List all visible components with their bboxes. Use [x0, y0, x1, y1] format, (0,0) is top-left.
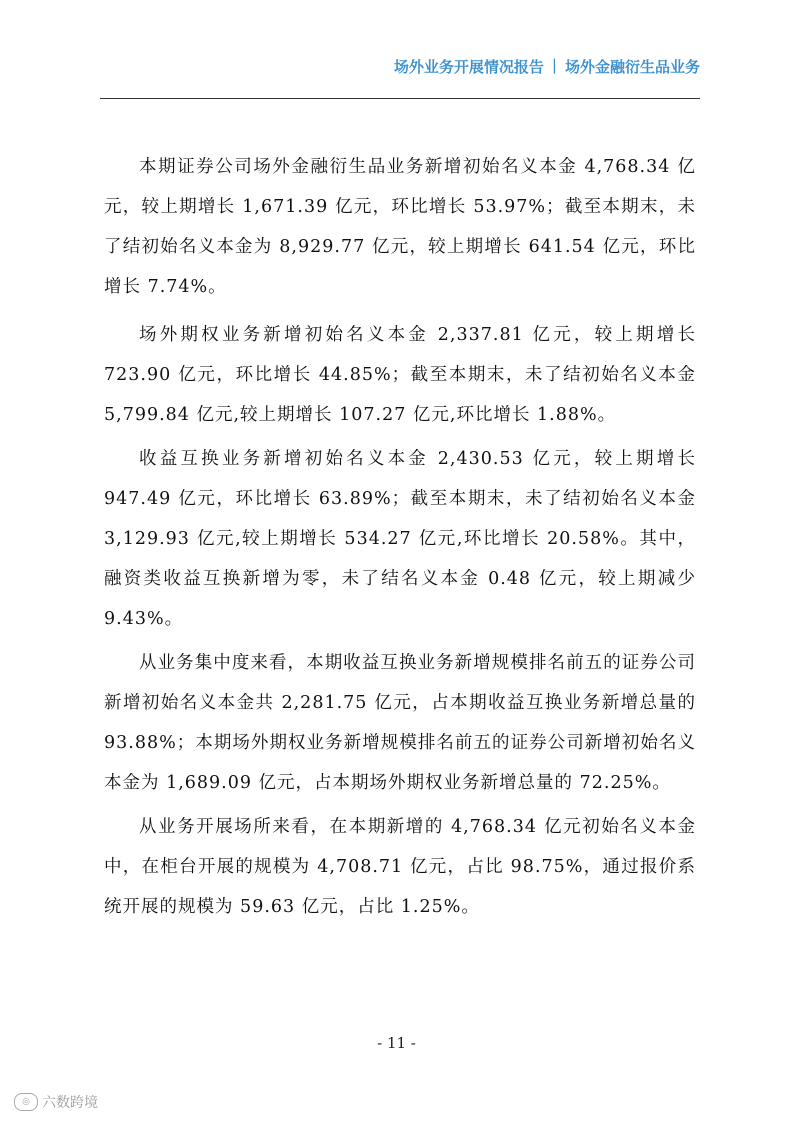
paragraph-concentration: 从业务集中度来看，本期收益互换业务新增规模排名前五的证券公司新增初始名义本金共 2,281.75 亿元，占本期收益互换业务新增总量的 93.88%；本期场外期权业务新增规模排名前五的证券公司新增初始名义本金为 1,689.09 亿元，占本期场外期权业务新增总量的 72.25%。: [104, 653, 696, 793]
header-report-title: 场外业务开展情况报告: [393, 58, 544, 76]
running-header: [100, 56, 700, 99]
watermark-text: 六数跨境: [42, 1095, 98, 1111]
paragraph-otc-options: 场外期权业务新增初始名义本金 2,337.81 亿元，较上期增长 723.90 亿元，环比增长 44.85%；截至本期末，未了结初始名义本金 5,799.84 亿元,较上期增长 107.27 亿元,环比增长 1.88%。: [104, 325, 696, 425]
paragraph-total-return-swaps: 收益互换业务新增初始名义本金 2,430.53 亿元，较上期增长 947.49 亿元，环比增长 63.89%；截至本期末，未了结初始名义本金 3,129.93 亿元,较上期增长 534.27 亿元,环比增长 20.58%。其中，融资类收益互换新增为零，未了结名义本金 0.48 亿元，较上期减少 9.43%。: [104, 449, 696, 629]
watermark: [14, 1092, 98, 1112]
watermark-logo-icon: ◎: [14, 1093, 38, 1111]
document-body: [104, 147, 696, 927]
header-section-title: 场外金融衍生品业务: [564, 58, 700, 76]
header-separator: |: [551, 56, 557, 74]
paragraph-overview: 本期证券公司场外金融衍生品业务新增初始名义本金 4,768.34 亿元，较上期增长 1,671.39 亿元，环比增长 53.97%；截至本期末，未了结初始名义本金为 8,929.77 亿元，较上期增长 641.54 亿元，环比增长 7.74%。: [104, 157, 696, 297]
paragraph-venue: 从业务开展场所来看，在本期新增的 4,768.34 亿元初始名义本金中，在柜台开展的规模为 4,708.71 亿元，占比 98.75%，通过报价系统开展的规模为 59.63 亿元，占比 1.25%。: [104, 817, 696, 917]
page-number: - 11 -: [377, 1034, 416, 1052]
